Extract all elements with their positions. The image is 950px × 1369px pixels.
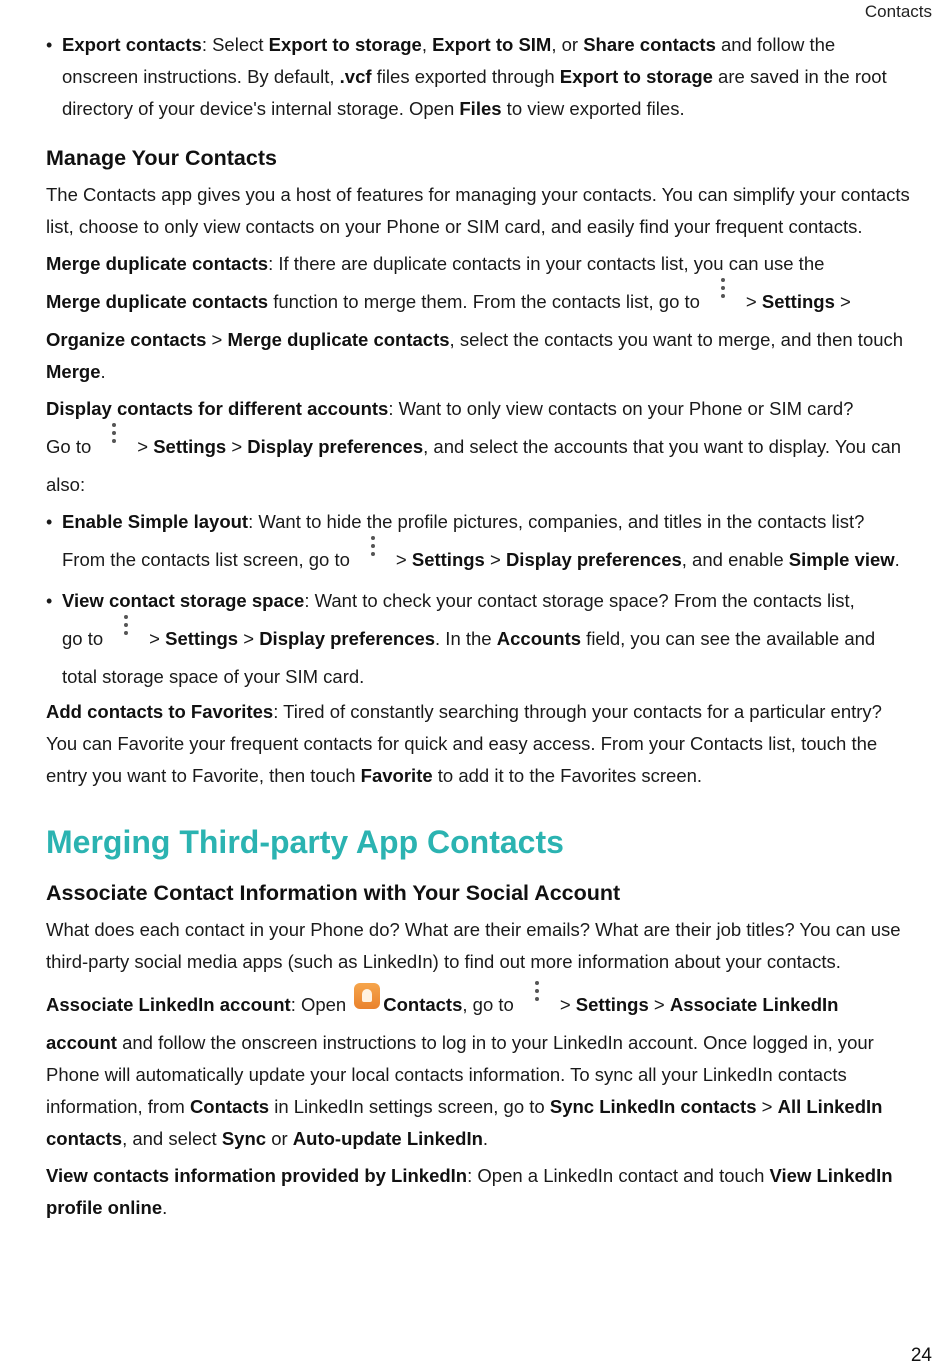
merge-duplicates-term: Merge duplicate contacts — [46, 291, 269, 312]
favorite-term: Favorite — [360, 765, 433, 786]
text: . — [162, 1197, 168, 1218]
text: function to merge them. From the contacts list, go to — [268, 291, 700, 312]
text: > — [226, 436, 248, 457]
display-preferences-term: Display preferences — [259, 628, 436, 649]
tall-line — [46, 994, 670, 1015]
display-preferences-term: Display preferences — [505, 549, 682, 570]
sync-term: Sync — [221, 1128, 267, 1149]
associate-heading: Associate Contact Information with Your Social Account — [46, 881, 621, 905]
export-contacts-bullet — [46, 29, 912, 125]
text: : Open a LinkedIn contact and touch — [467, 1165, 770, 1186]
contacts-term: Contacts — [189, 1096, 270, 1117]
tall-line — [62, 628, 581, 649]
export-to-storage-term: Export to storage — [559, 66, 713, 87]
text: files exported through — [371, 66, 560, 87]
text: or — [266, 1128, 293, 1149]
merge-duplicates-term: Merge duplicate contacts — [46, 253, 269, 274]
more-menu-icon — [358, 540, 388, 564]
organize-contacts-term: Organize contacts — [46, 329, 207, 350]
manage-intro: The Contacts app gives you a host of features for managing your contacts. You can simplify your contacts list, choose to only view contacts on your Phone or SIM card, and easily find your frequent contacts. — [46, 184, 910, 237]
associate-linkedin-account-term: Associate LinkedIn account — [46, 994, 839, 1053]
text: and follow the onscreen instructions. By default, — [62, 34, 836, 87]
text: , or — [551, 34, 584, 55]
all-linkedin-contacts-term: All LinkedIn contacts — [46, 1096, 883, 1149]
more-menu-icon — [99, 427, 129, 451]
merge-duplicates-term: Merge duplicate contacts — [227, 329, 450, 350]
text: . — [894, 549, 900, 570]
settings-term: Settings — [575, 994, 649, 1015]
bullet-dot: • — [46, 512, 53, 532]
text: > — [834, 291, 851, 312]
text: . — [482, 1128, 489, 1149]
settings-term: Settings — [165, 628, 239, 649]
more-menu-icon — [708, 282, 738, 306]
export-to-sim-term: Export to SIM — [432, 34, 552, 55]
vcf-term: .vcf — [339, 66, 372, 87]
text: > — [395, 549, 412, 570]
text: and follow the onscreen instructions to log in to your LinkedIn account. Once logged in, your Phone will automatically update your local contacts information. To sync all your LinkedIn contacts information, from — [46, 1032, 874, 1117]
more-menu-icon — [522, 985, 552, 1009]
view-linkedin-paragraph — [46, 1160, 912, 1224]
page-number: 24 — [910, 1345, 932, 1366]
text: , — [421, 34, 433, 55]
storage-space-term: View contact storage space — [62, 590, 305, 611]
text: go to — [62, 628, 104, 649]
simple-layout-bullet — [46, 506, 912, 582]
text: > — [238, 628, 260, 649]
files-term: Files — [459, 98, 502, 119]
bullet-dot: • — [46, 35, 53, 55]
linkedin-paragraph — [46, 983, 912, 1155]
text: , and enable — [681, 549, 789, 570]
accounts-term: Accounts — [496, 628, 582, 649]
associate-linkedin-term: Associate LinkedIn account — [46, 994, 291, 1015]
settings-term: Settings — [153, 436, 227, 457]
simple-layout-term: Enable Simple layout — [62, 511, 249, 532]
text: . — [100, 361, 106, 382]
text: , and select — [122, 1128, 222, 1149]
text: to view exported files. — [501, 98, 685, 119]
favorites-paragraph — [46, 696, 912, 792]
text: : Open — [290, 994, 347, 1015]
text: : If there are duplicate contacts in your contacts list, you can use the — [268, 253, 825, 274]
text: > — [137, 436, 154, 457]
text: > — [149, 628, 166, 649]
text: : Select — [201, 34, 269, 55]
text: > — [559, 994, 576, 1015]
text: : Want to check your contact storage space? From the contacts list, — [304, 590, 855, 611]
tall-line — [62, 549, 789, 570]
text: : Want to only view contacts on your Phone or SIM card? — [388, 398, 854, 419]
settings-term: Settings — [761, 291, 835, 312]
text: From the contacts list screen, go to — [62, 549, 350, 570]
text: : Want to hide the profile pictures, companies, and titles in the contacts list? — [248, 511, 865, 532]
export-contacts-term: Export contacts — [62, 34, 202, 55]
text: , and select the accounts that you want to display. You can also: — [46, 436, 902, 495]
text: field, you can see the available and total storage space of your SIM card. — [62, 628, 876, 687]
display-preferences-term: Display preferences — [247, 436, 424, 457]
merging-section-title: Merging Third-party App Contacts — [46, 824, 564, 860]
text: : Tired of constantly searching through your contacts for a particular entry? You can Favorite your frequent contacts for quick and easy access. From your Contacts list, touch the entry you want to Favorite, then touch — [46, 701, 882, 786]
text: are saved in the root directory of your device's internal storage. Open — [62, 66, 887, 119]
bullet-dot: • — [46, 591, 53, 611]
text: , select the contacts you want to merge, and then touch — [449, 329, 904, 350]
associate-intro: What does each contact in your Phone do? What are their emails? What are their job titles? You can use third-party social media apps (such as LinkedIn) to find out more information about your contacts. — [46, 919, 901, 972]
page-content — [46, 29, 912, 1229]
view-linkedin-info-term: View contacts information provided by LinkedIn — [46, 1165, 468, 1186]
more-menu-icon — [111, 619, 141, 643]
text: , go to — [462, 994, 514, 1015]
auto-update-linkedin-term: Auto-update LinkedIn — [292, 1128, 483, 1149]
export-to-storage-term: Export to storage — [268, 34, 422, 55]
contacts-term: Contacts — [383, 994, 463, 1015]
tall-line — [46, 291, 851, 312]
text: . In the — [435, 628, 497, 649]
text: > — [648, 994, 670, 1015]
share-contacts-term: Share contacts — [583, 34, 716, 55]
merge-duplicates-paragraph — [46, 248, 912, 388]
sync-linkedin-contacts-term: Sync LinkedIn contacts — [549, 1096, 757, 1117]
simple-view-term: Simple view — [788, 549, 895, 570]
text: to add it to the Favorites screen. — [432, 765, 703, 786]
tall-line — [46, 436, 423, 457]
display-accounts-term: Display contacts for different accounts — [46, 398, 389, 419]
favorites-term: Add contacts to Favorites — [46, 701, 274, 722]
text: > — [206, 329, 228, 350]
contacts-app-icon — [354, 983, 380, 1009]
text: in LinkedIn settings screen, go to — [269, 1096, 550, 1117]
text: > — [484, 549, 506, 570]
view-linkedin-profile-term: View LinkedIn profile online — [46, 1165, 893, 1218]
storage-space-bullet — [46, 585, 912, 693]
manage-contacts-heading: Manage Your Contacts — [46, 146, 277, 170]
text: Go to — [46, 436, 92, 457]
text: > — [745, 291, 762, 312]
chapter-header: Contacts — [864, 2, 932, 21]
display-accounts-paragraph — [46, 393, 912, 501]
text: > — [756, 1096, 778, 1117]
merge-term: Merge — [46, 361, 101, 382]
settings-term: Settings — [411, 549, 485, 570]
